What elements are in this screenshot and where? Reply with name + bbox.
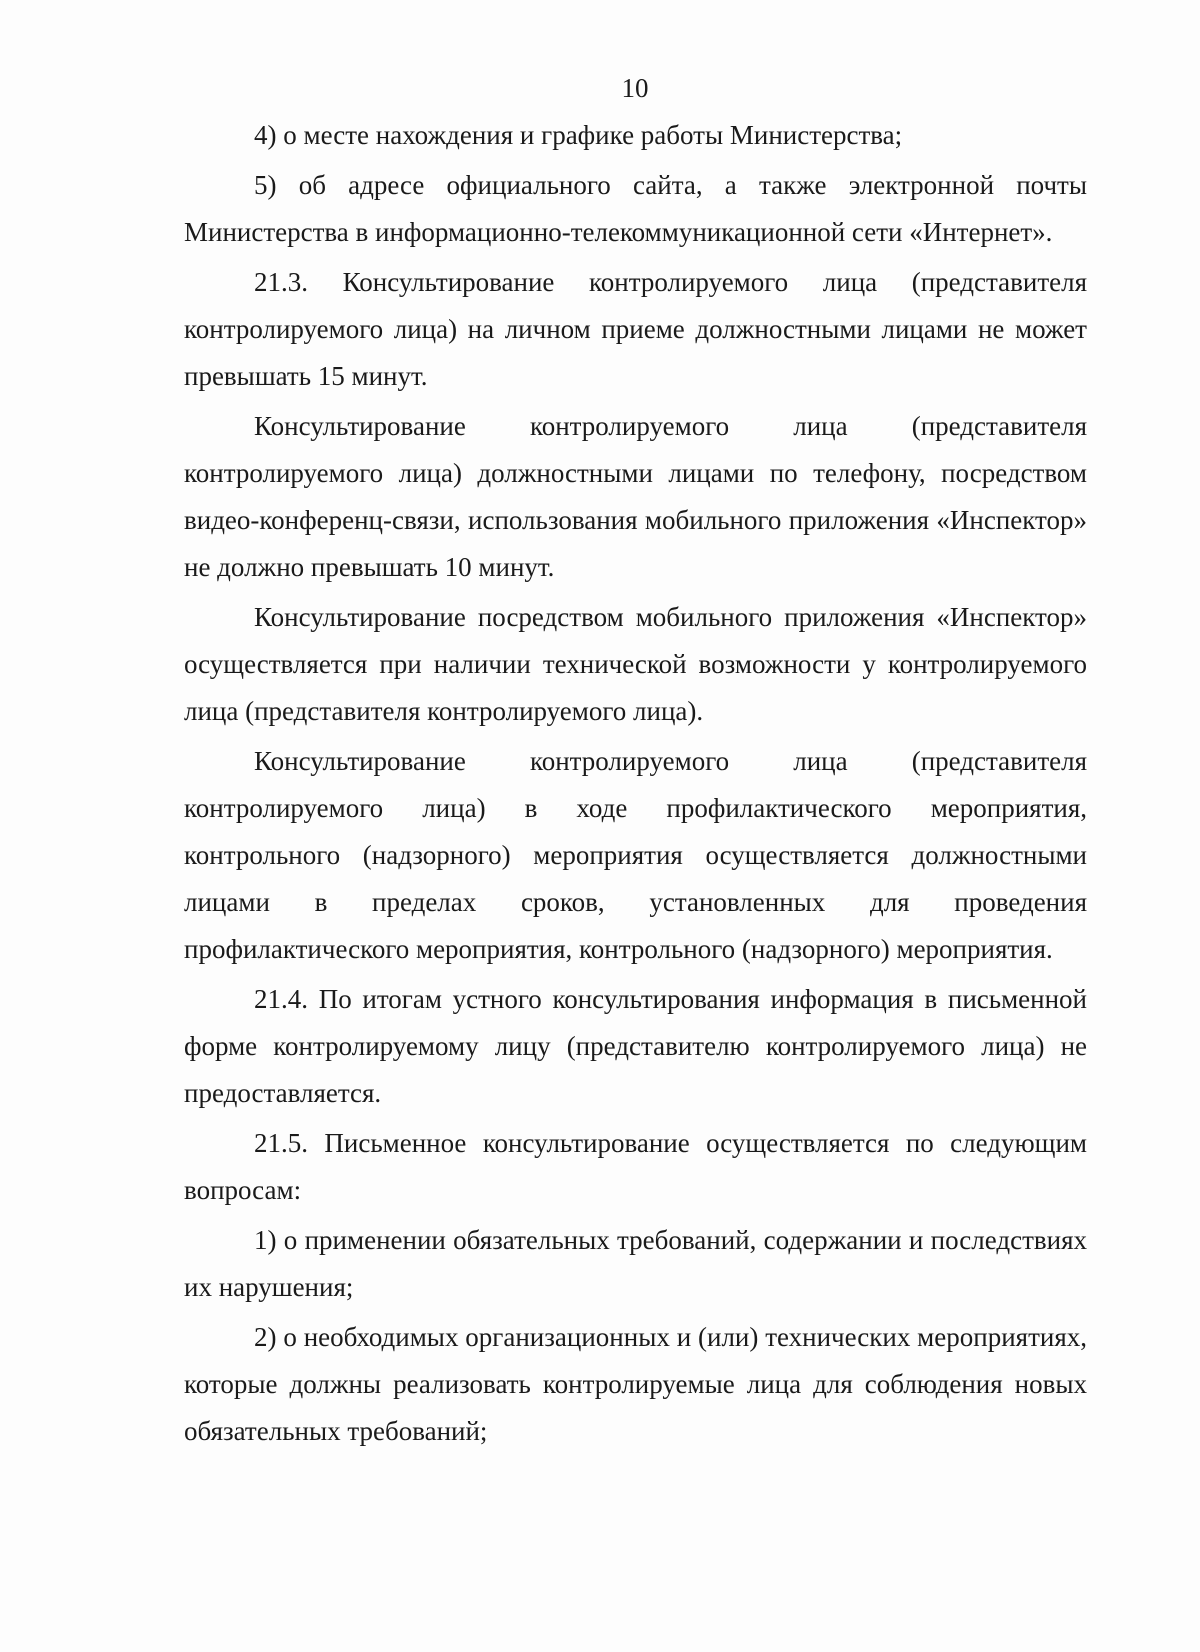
- paragraph-item-1: 1) о применении обязательных требований, содержании и последствиях их нарушения;: [184, 1225, 1087, 1302]
- paragraph-item-2: 2) о необходимых организационных и (или) технических мероприятиях, которые должны реализовать контролируемые лица для соблюдения новых обязательных требований;: [184, 1322, 1087, 1446]
- paragraph-item-4: 4) о месте нахождения и графике работы Министерства;: [254, 120, 903, 150]
- paragraph-21-4: 21.4. По итогам устного консультирования информация в письменной форме контролируемому лицу (представителю контролируемого лица) не предоставляется.: [184, 984, 1087, 1108]
- paragraph-phone-consultation: Консультирование контролируемого лица (представителя контролируемого лица) должностными лицами по телефону, посредством видео-конференц-связи, использования мобильного приложения «Инспектор» не должно превышать 10 минут.: [184, 411, 1087, 582]
- paragraph-item-5: 5) об адресе официального сайта, а также электронной почты Министерства в информационно-телекоммуникационной сети «Интернет».: [184, 170, 1087, 247]
- paragraph-21-3: 21.3. Консультирование контролируемого лица (представителя контролируемого лица) на личном приеме должностными лицами не может превышать 15 минут.: [184, 267, 1087, 391]
- page-number: 10: [621, 73, 649, 103]
- paragraph-preventive-event: Консультирование контролируемого лица (представителя контролируемого лица) в ходе профилактического мероприятия, контрольного (надзорного) мероприятия осуществляется должностными лицами в пределах сроков, установленных для проведения профилактического мероприятия, контрольного (надзорного) мероприятия.: [184, 746, 1087, 964]
- paragraph-21-5: 21.5. Письменное консультирование осуществляется по следующим вопросам:: [184, 1128, 1087, 1205]
- paragraph-inspector-app: Консультирование посредством мобильного приложения «Инспектор» осуществляется при наличии технической возможности у контролируемого лица (представителя контролируемого лица).: [184, 602, 1087, 726]
- document-body: [184, 112, 1087, 1455]
